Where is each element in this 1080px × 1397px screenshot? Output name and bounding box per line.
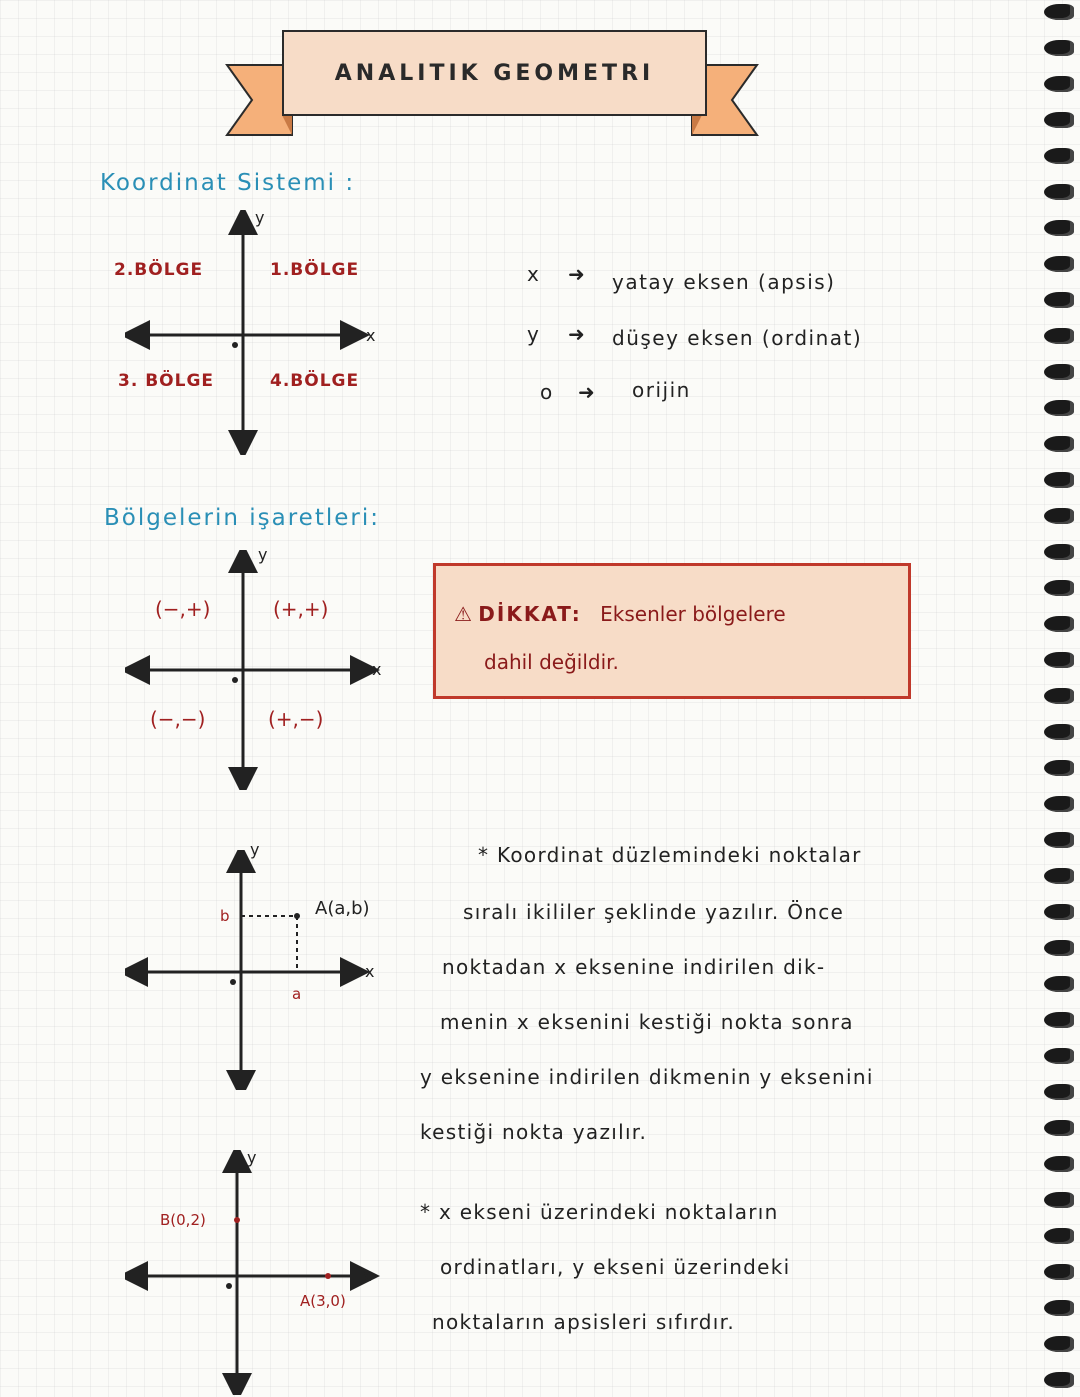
spiral-ring (1044, 1048, 1074, 1064)
spiral-ring (1044, 472, 1074, 488)
coordinate-diagram-point (125, 850, 405, 1090)
tick-label-b: b (220, 907, 230, 925)
spiral-ring (1044, 544, 1074, 560)
spiral-ring (1044, 364, 1074, 380)
spiral-ring (1044, 796, 1074, 812)
spiral-ring (1044, 292, 1074, 308)
coordinate-diagram-axis-points (125, 1150, 395, 1395)
spiral-ring (1044, 220, 1074, 236)
arrow-right-icon: ➜ (578, 380, 597, 404)
spiral-ring (1044, 1264, 1074, 1280)
spiral-ring (1044, 580, 1074, 596)
spiral-ring (1044, 1192, 1074, 1208)
spiral-ring (1044, 4, 1074, 20)
axis-label-y: y (250, 840, 260, 859)
spiral-ring (1044, 616, 1074, 632)
axis-label-x: x (362, 1266, 372, 1285)
axis-label-x: x (365, 962, 375, 981)
point-label-b: B(0,2) (160, 1211, 206, 1229)
spiral-ring (1044, 40, 1074, 56)
spiral-ring (1044, 760, 1074, 776)
paragraph-line: * Koordinat düzlemindeki noktalar (478, 843, 862, 867)
region-2-label: 2.BÖLGE (114, 260, 204, 280)
spiral-ring (1044, 832, 1074, 848)
section-heading-coordinate: Koordinat Sistemi : (100, 170, 356, 196)
sign-q2: (−,+) (155, 597, 211, 621)
paragraph-line: y eksenine indirilen dikmenin y eksenini (420, 1065, 874, 1089)
paragraph-line: kestiği nokta yazılır. (420, 1120, 648, 1144)
paragraph-line: sıralı ikililer şeklinde yazılır. Önce (463, 900, 845, 924)
sign-q1: (+,+) (273, 597, 329, 621)
spiral-ring (1044, 868, 1074, 884)
point-label-a: A(a,b) (315, 898, 370, 919)
paragraph-line: ordinatları, y ekseni üzerindeki (440, 1255, 791, 1279)
spiral-binding (1032, 0, 1080, 1397)
spiral-ring (1044, 1228, 1074, 1244)
spiral-ring (1044, 1012, 1074, 1028)
sign-q3: (−,−) (150, 707, 206, 731)
paragraph-line: * x ekseni üzerindeki noktaların (420, 1200, 779, 1224)
spiral-ring (1044, 400, 1074, 416)
axis-label-x: x (372, 660, 382, 679)
region-3-label: 3. BÖLGE (118, 371, 215, 391)
coordinate-diagram-signs (125, 550, 395, 790)
region-1-label: 1.BÖLGE (270, 260, 360, 280)
spiral-ring (1044, 112, 1074, 128)
spiral-ring (1044, 508, 1074, 524)
spiral-ring (1044, 1156, 1074, 1172)
arrow-right-icon: ➜ (568, 262, 587, 286)
spiral-ring (1044, 76, 1074, 92)
axis-label-x: x (366, 326, 376, 345)
legend-text-o: orijin (632, 378, 691, 402)
spiral-ring (1044, 1372, 1074, 1388)
arrow-right-icon: ➜ (568, 322, 587, 346)
warning-text-line2: dahil değildir. (484, 650, 619, 674)
spiral-ring (1044, 652, 1074, 668)
spiral-ring (1044, 1336, 1074, 1352)
warning-text-line1: Eksenler bölgelere (600, 602, 786, 626)
spiral-ring (1044, 184, 1074, 200)
spiral-ring (1044, 1300, 1074, 1316)
spiral-ring (1044, 256, 1074, 272)
section-heading-signs: Bölgelerin işaretleri: (104, 505, 380, 531)
legend-symbol-o: o (540, 380, 554, 404)
axis-label-y: y (247, 1148, 257, 1167)
spiral-ring (1044, 1084, 1074, 1100)
legend-text-x: yatay eksen (apsis) (612, 270, 836, 294)
spiral-ring (1044, 724, 1074, 740)
warning-icon: ⚠ (454, 602, 472, 626)
spiral-ring (1044, 940, 1074, 956)
legend-text-y: düşey eksen (ordinat) (612, 326, 863, 350)
axis-label-y: y (255, 208, 265, 227)
spiral-ring (1044, 328, 1074, 344)
axis-label-y: y (258, 545, 268, 564)
paragraph-line: noktaların apsisleri sıfırdır. (432, 1310, 736, 1334)
warning-label: DİKKAT: (478, 602, 582, 626)
sign-q4: (+,−) (268, 707, 324, 731)
coordinate-diagram-regions (125, 210, 395, 455)
spiral-ring (1044, 904, 1074, 920)
point-label-a: A(3,0) (300, 1292, 346, 1310)
spiral-ring (1044, 976, 1074, 992)
spiral-ring (1044, 688, 1074, 704)
spiral-ring (1044, 1120, 1074, 1136)
page-title: ANALITIK GEOMETRI (282, 30, 707, 116)
region-4-label: 4.BÖLGE (270, 371, 360, 391)
spiral-ring (1044, 148, 1074, 164)
legend-symbol-y: y (527, 322, 541, 346)
paragraph-line: noktadan x eksenine indirilen dik- (442, 955, 826, 979)
tick-label-a: a (292, 985, 302, 1003)
legend-symbol-x: x (527, 262, 541, 286)
spiral-ring (1044, 436, 1074, 452)
warning-box (433, 563, 911, 699)
paragraph-line: menin x eksenini kestiği nokta sonra (440, 1010, 854, 1034)
